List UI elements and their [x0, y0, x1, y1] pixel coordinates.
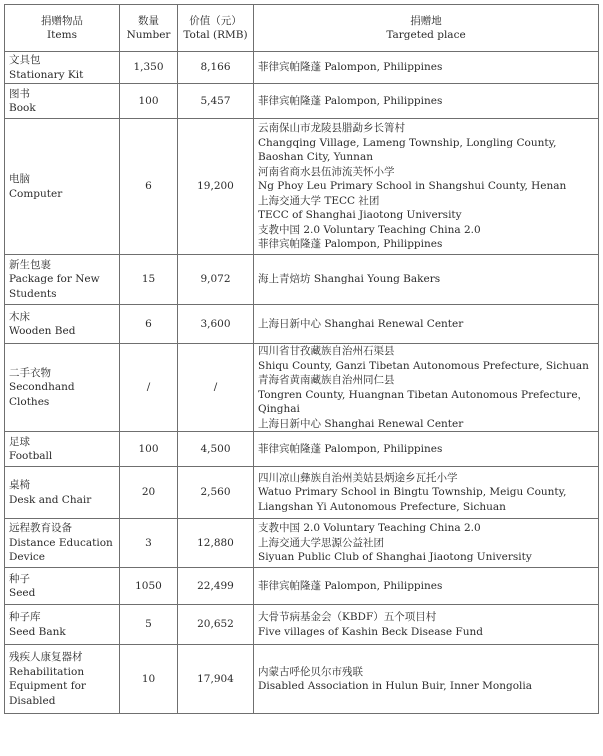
- total-cell: 4,500: [178, 432, 254, 467]
- item-name-zh: 新生包裹: [9, 258, 51, 271]
- total-cell: 5,457: [178, 84, 254, 119]
- item-name-en: Seed: [9, 587, 36, 599]
- item-cell: [5, 84, 120, 119]
- item-cell: [5, 255, 120, 305]
- total-cell: 8,166: [178, 52, 254, 84]
- item-name-en: Wooden Bed: [9, 325, 76, 337]
- item-cell: [5, 432, 120, 467]
- table-row: [5, 84, 599, 119]
- place-line: 上海日新中心 Shanghai Renewal Center: [258, 317, 464, 330]
- item-name-zh: 种子: [9, 572, 30, 585]
- place-line: Five villages of Kashin Beck Disease Fund: [258, 625, 483, 638]
- header-number: [120, 5, 178, 52]
- place-line: 河南省商水县伍沛流芙怀小学: [258, 165, 395, 178]
- table-row: [5, 305, 599, 344]
- table-header: [5, 5, 599, 52]
- item-name-zh: 远程教育设备: [9, 522, 72, 535]
- total-cell: 22,499: [178, 568, 254, 605]
- place-line: 大骨节病基金会（KBDF）五个项目村: [258, 611, 437, 623]
- table-row: [5, 255, 599, 305]
- place-line: 支教中国 2.0 Voluntary Teaching China 2.0: [258, 223, 481, 236]
- place-cell: [254, 568, 599, 605]
- total-cell: 3,600: [178, 305, 254, 344]
- place-line: Tongren County, Huangnan Tibetan Autonomous Prefecture， Qinghai: [258, 388, 589, 415]
- number-cell: 1,350: [120, 52, 178, 84]
- place-cell: [254, 344, 599, 432]
- place-line: Ng Phoy Leu Primary School in Shangshui County, Henan: [258, 180, 567, 193]
- table-row: [5, 568, 599, 605]
- place-line: 上海交通大学思源公益社团: [258, 536, 384, 549]
- place-cell: [254, 305, 599, 344]
- place-cell: [254, 519, 599, 568]
- number-cell: 100: [120, 84, 178, 119]
- place-line: Siyuan Public Club of Shanghai Jiaotong University: [258, 551, 532, 564]
- item-name-zh: 足球: [9, 435, 30, 448]
- table-row: [5, 519, 599, 568]
- header-total: [178, 5, 254, 52]
- header-place: [254, 5, 599, 52]
- table-row: [5, 605, 599, 645]
- number-cell: /: [120, 344, 178, 432]
- item-cell: [5, 119, 120, 255]
- header-total-zh: 价值（元）: [189, 14, 242, 27]
- header-place-zh: 捐赠地: [410, 14, 442, 27]
- header-number-en: Number: [126, 29, 171, 41]
- item-name-en: Desk and Chair: [9, 493, 92, 506]
- item-name-zh: 残疾人康复器材: [9, 651, 83, 663]
- place-line: Shiqu County, Ganzi Tibetan Autonomous Prefecture, Sichuan: [258, 359, 589, 372]
- header-total-en: Total (RMB): [183, 29, 248, 41]
- total-cell: 9,072: [178, 255, 254, 305]
- item-name-en: Seed Bank: [9, 625, 66, 638]
- place-cell: [254, 645, 599, 714]
- place-cell: [254, 52, 599, 84]
- donation-table: [4, 4, 599, 714]
- item-cell: [5, 305, 120, 344]
- number-cell: 5: [120, 605, 178, 645]
- place-line: 四川省甘孜藏族自治州石渠县: [258, 345, 395, 357]
- place-line: 青海省黄南藏族自治州同仁县: [258, 374, 395, 386]
- table-row: [5, 432, 599, 467]
- place-line: 海上青焙坊 Shanghai Young Bakers: [258, 273, 441, 286]
- place-line: 上海日新中心 Shanghai Renewal Center: [258, 417, 464, 430]
- header-items-en: Items: [47, 29, 77, 41]
- place-line: Disabled Association in Hulun Buir, Inner Mongolia: [258, 680, 533, 692]
- header-items: [5, 5, 120, 52]
- header-place-en: Targeted place: [386, 29, 466, 41]
- item-name-zh: 图书: [9, 87, 30, 100]
- number-cell: 15: [120, 255, 178, 305]
- item-name-en: Computer: [9, 187, 63, 200]
- item-cell: [5, 467, 120, 519]
- item-cell: [5, 52, 120, 84]
- table-row: [5, 119, 599, 255]
- item-cell: [5, 568, 120, 605]
- item-name-en: Rehabilitation Equipment for Disabled: [9, 665, 86, 707]
- total-cell: 2,560: [178, 467, 254, 519]
- table-body: [5, 52, 599, 714]
- place-cell: [254, 84, 599, 119]
- place-line: Watuo Primary School in Bingtu Township, Meigu County, Liangshan Yi Autonomous Prefecture, Sichuan: [258, 486, 567, 513]
- item-cell: [5, 344, 120, 432]
- item-cell: [5, 605, 120, 645]
- item-name-en: Stationary Kit: [9, 68, 84, 81]
- place-line: Changqing Village, Lameng Township, Longling County, Baoshan City, Yunnan: [258, 136, 557, 164]
- place-cell: [254, 467, 599, 519]
- place-cell: [254, 605, 599, 645]
- table-row: [5, 344, 599, 432]
- table-row: [5, 52, 599, 84]
- header-number-zh: 数量: [138, 14, 159, 27]
- item-cell: [5, 519, 120, 568]
- place-line: 菲律宾帕隆蓬 Palompon, Philippines: [258, 579, 443, 592]
- item-name-en: Distance Education Device: [9, 536, 113, 564]
- item-name-zh: 种子库: [9, 611, 41, 623]
- table-row: [5, 467, 599, 519]
- place-line: 上海交通大学 TECC 社团: [258, 194, 380, 207]
- number-cell: 3: [120, 519, 178, 568]
- total-cell: 19,200: [178, 119, 254, 255]
- item-name-en: Football: [9, 450, 53, 462]
- total-cell: 20,652: [178, 605, 254, 645]
- item-cell: [5, 645, 120, 714]
- item-name-en: Book: [9, 102, 36, 114]
- number-cell: 6: [120, 305, 178, 344]
- number-cell: 100: [120, 432, 178, 467]
- total-cell: /: [178, 344, 254, 432]
- number-cell: 6: [120, 119, 178, 255]
- place-cell: [254, 432, 599, 467]
- place-line: 菲律宾帕隆蓬 Palompon, Philippines: [258, 238, 443, 251]
- number-cell: 10: [120, 645, 178, 714]
- place-line: 菲律宾帕隆蓬 Palompon, Philippines: [258, 442, 443, 455]
- place-cell: [254, 119, 599, 255]
- place-cell: [254, 255, 599, 305]
- place-line: 菲律宾帕隆蓬 Palompon, Philippines: [258, 61, 443, 74]
- total-cell: 12,880: [178, 519, 254, 568]
- header-row: [5, 5, 599, 52]
- place-line: 四川凉山彝族自治州美姑县炳途乡瓦托小学: [258, 471, 458, 484]
- place-line: 菲律宾帕隆蓬 Palompon, Philippines: [258, 94, 443, 107]
- place-line: 支教中国 2.0 Voluntary Teaching China 2.0: [258, 522, 481, 535]
- item-name-zh: 电脑: [9, 173, 30, 185]
- item-name-en: Package for New Students: [9, 273, 100, 300]
- item-name-zh: 二手衣物: [9, 366, 51, 379]
- item-name-zh: 文具包: [9, 54, 41, 66]
- place-line: TECC of Shanghai Jiaotong University: [258, 209, 462, 222]
- table-row: [5, 645, 599, 714]
- place-line: 云南保山市龙陵县腊勐乡长箐村: [258, 122, 405, 135]
- item-name-en: Secondhand Clothes: [9, 381, 75, 408]
- number-cell: 20: [120, 467, 178, 519]
- place-line: 内蒙古呼伦贝尔市残联: [258, 665, 363, 678]
- number-cell: 1050: [120, 568, 178, 605]
- item-name-zh: 木床: [9, 310, 30, 323]
- item-name-zh: 桌椅: [9, 479, 30, 491]
- total-cell: 17,904: [178, 645, 254, 714]
- header-items-zh: 捐赠物品: [41, 14, 83, 27]
